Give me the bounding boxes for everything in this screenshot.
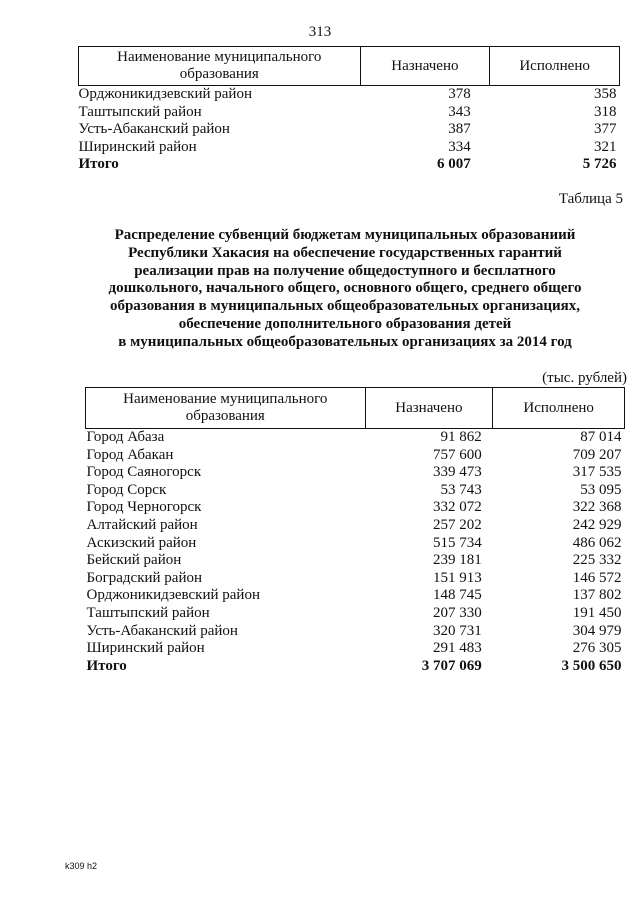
- municipality-cell: Итого: [86, 657, 127, 674]
- executed-cell: 53 095: [580, 481, 622, 498]
- executed-cell: 137 802: [572, 587, 622, 604]
- executed-cell: 242 929: [572, 516, 622, 533]
- column-header-municipality: Наименование муниципального образования: [79, 47, 361, 86]
- executed-cell: 5 726: [582, 156, 617, 173]
- municipality-cell: Ширинский район: [78, 138, 197, 155]
- assigned-cell: 207 330: [433, 604, 482, 621]
- assigned-cell: 91 862: [440, 429, 482, 445]
- table-row: [79, 86, 620, 104]
- assigned-cell: 339 473: [433, 464, 482, 481]
- column-header-assigned: Назначено: [360, 47, 490, 86]
- table-row: [86, 587, 625, 605]
- municipality-cell: Итого: [78, 156, 119, 173]
- assigned-cell: 291 483: [433, 640, 482, 657]
- assigned-cell: 334: [448, 138, 471, 155]
- assigned-cell: 515 734: [433, 534, 482, 551]
- executed-cell: 358: [594, 86, 617, 102]
- title-line: реализации прав на получение общедоступного и бесплатного: [134, 262, 556, 279]
- assigned-cell: 151 913: [433, 569, 482, 586]
- title-line: обеспечение дополнительного образования детей: [178, 315, 512, 332]
- document-code: k309 h2: [65, 861, 98, 871]
- executed-cell: 87 014: [580, 429, 622, 445]
- municipality-cell: Усть-Абаканский район: [78, 121, 230, 138]
- municipality-cell: Город Сорск: [86, 481, 167, 498]
- title-line: дошкольного, начального общего, основного общего, среднего общего: [108, 280, 582, 297]
- executed-cell: 321: [594, 138, 617, 155]
- assigned-cell: 320 731: [433, 622, 482, 639]
- table-row: [86, 482, 625, 500]
- table-row: [86, 429, 625, 447]
- municipality-cell: Таштыпский район: [78, 103, 202, 120]
- executed-cell: 709 207: [572, 446, 622, 463]
- municipality-cell: Усть-Абаканский район: [86, 622, 238, 639]
- assigned-cell: 257 202: [433, 516, 482, 533]
- table-row: [86, 535, 625, 553]
- column-header-assigned: Назначено: [365, 388, 493, 429]
- executed-cell: 225 332: [572, 552, 622, 569]
- assigned-cell: 3 707 069: [421, 657, 482, 674]
- assigned-cell: 343: [448, 103, 471, 120]
- table-total-row: [86, 658, 625, 676]
- title-line: образования в муниципальных общеобразовательных организациях,: [109, 298, 581, 315]
- assigned-cell: 332 072: [433, 499, 482, 516]
- executed-cell: 146 572: [572, 569, 622, 586]
- municipality-cell: Боградский район: [86, 569, 203, 586]
- table-row: [86, 552, 625, 570]
- table-row: [86, 640, 625, 658]
- executed-cell: 3 500 650: [561, 657, 622, 674]
- municipality-cell: Ширинский район: [86, 640, 205, 657]
- municipality-cell: Город Черногорск: [86, 499, 202, 516]
- municipality-cell: Город Абаза: [86, 429, 165, 445]
- table-row: [79, 104, 620, 122]
- table-total-row: [79, 156, 620, 174]
- municipality-cell: Алтайский район: [86, 516, 198, 533]
- table-row: [86, 605, 625, 623]
- table-row: [86, 464, 625, 482]
- executed-cell: 304 979: [572, 622, 622, 639]
- executed-cell: 276 305: [572, 640, 622, 657]
- table-body: [79, 86, 620, 174]
- assigned-cell: 6 007: [436, 156, 471, 173]
- table-row: [86, 570, 625, 588]
- title-line: в муниципальных общеобразовательных организациях за 2014 год: [118, 333, 572, 350]
- municipality-cell: Город Саяногорск: [86, 464, 202, 481]
- subsidy-table-continued: [78, 46, 620, 174]
- assigned-cell: 148 745: [433, 587, 482, 604]
- column-header-executed: Исполнено: [493, 388, 625, 429]
- table-header-row: [86, 388, 625, 429]
- executed-cell: 322 368: [572, 499, 622, 516]
- table-row: [86, 517, 625, 535]
- table-row: [86, 447, 625, 465]
- executed-cell: 191 450: [572, 604, 622, 621]
- table-caption: Таблица 5: [558, 191, 623, 207]
- municipality-cell: Орджоникидзевский район: [86, 587, 260, 604]
- subsidy-table-5: [85, 387, 625, 675]
- table-row: [79, 139, 620, 157]
- municipality-cell: Город Абакан: [86, 446, 174, 463]
- title-line: Республики Хакасия на обеспечение государственных гарантий: [128, 244, 562, 261]
- municipality-cell: Аскизский район: [86, 534, 197, 551]
- municipality-cell: Орджоникидзевский район: [78, 86, 252, 102]
- column-header-municipality: Наименование муниципального образования: [86, 388, 366, 429]
- executed-cell: 317 535: [572, 464, 622, 481]
- executed-cell: 318: [594, 103, 617, 120]
- table-row: [86, 623, 625, 641]
- executed-cell: 486 062: [572, 534, 622, 551]
- municipality-cell: Таштыпский район: [86, 604, 210, 621]
- title-line: Распределение субвенций бюджетам муниципальных образованиий: [114, 227, 576, 243]
- assigned-cell: 387: [448, 121, 471, 138]
- table-row: [79, 121, 620, 139]
- table-body: [86, 429, 625, 676]
- assigned-cell: 53 743: [440, 481, 482, 498]
- municipality-cell: Бейский район: [86, 552, 182, 569]
- assigned-cell: 378: [448, 86, 471, 102]
- table-row: [86, 499, 625, 517]
- assigned-cell: 239 181: [433, 552, 482, 569]
- executed-cell: 377: [594, 121, 617, 138]
- table-header-row: [79, 47, 620, 86]
- units-note: (тыс. рублей): [542, 370, 627, 386]
- column-header-executed: Исполнено: [490, 47, 620, 86]
- page-number: 313: [308, 24, 332, 40]
- table-title: [60, 227, 630, 352]
- assigned-cell: 757 600: [433, 446, 482, 463]
